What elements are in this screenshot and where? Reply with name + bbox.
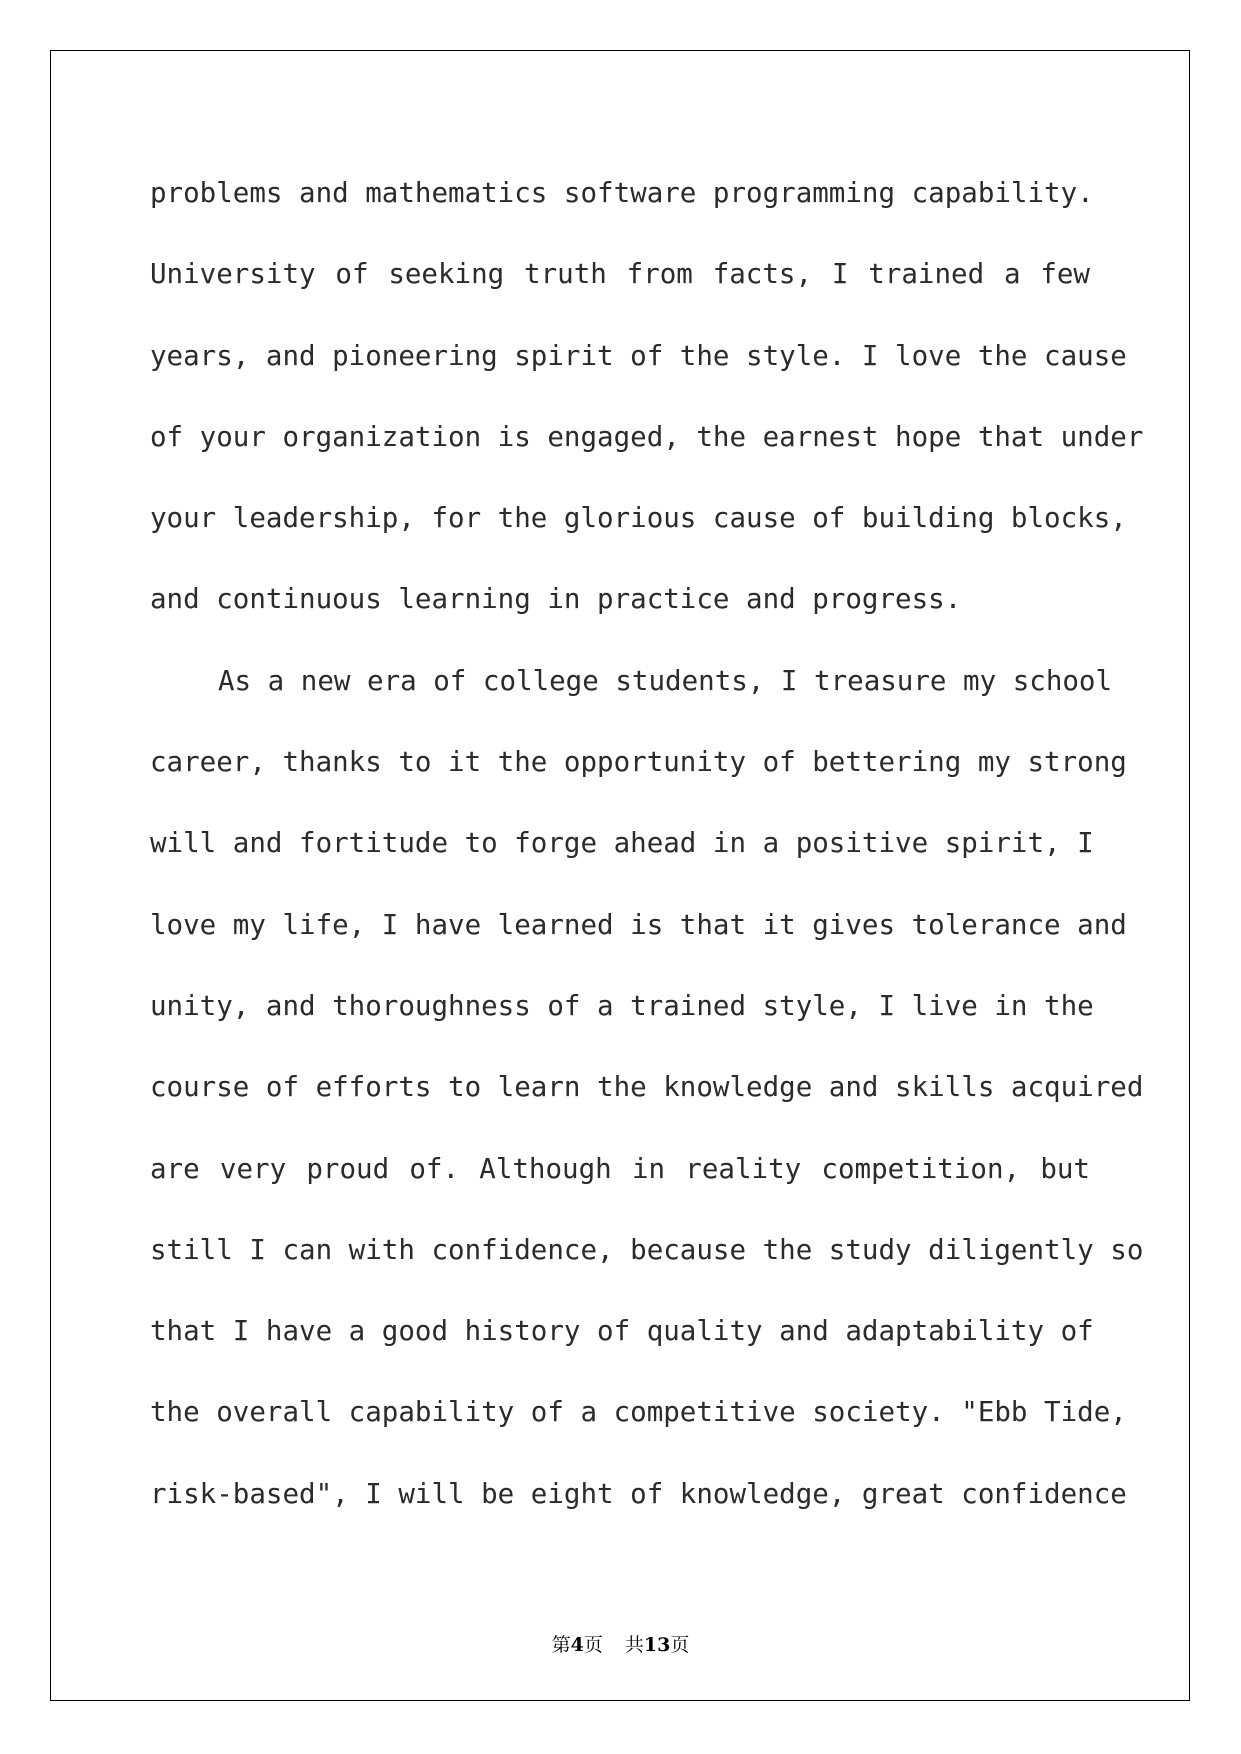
- text-line: still I can with confidence, because the study diligently so: [150, 1233, 1144, 1266]
- text-line: University of seeking truth from facts, I trained a few: [150, 258, 1090, 291]
- text-line: are very proud of. Although in reality competition, but: [150, 1152, 1090, 1185]
- text-line: unity, and thoroughness of a trained style, I live in the: [150, 989, 1094, 1022]
- text-line: course of efforts to learn the knowledge and skills acquired: [150, 1071, 1144, 1104]
- page-footer: [0, 1630, 1241, 1657]
- page-total: 共13页: [624, 1634, 690, 1656]
- document-body: [150, 153, 1144, 1535]
- text-line: will and fortitude to forge ahead in a positive spirit, I: [150, 827, 1094, 860]
- text-line: love my life, I have learned is that it gives tolerance and: [150, 908, 1127, 941]
- text-line: problems and mathematics software programming capability.: [150, 177, 1094, 209]
- text-line: career, thanks to it the opportunity of bettering my strong: [150, 746, 1127, 779]
- text-line: risk-based", I will be eight of knowledge, great confidence: [150, 1477, 1127, 1510]
- text-line: that I have a good history of quality and adaptability of: [150, 1315, 1094, 1348]
- text-line: and continuous learning in practice and progress.: [150, 583, 962, 616]
- text-line: of your organization is engaged, the earnest hope that under: [150, 420, 1144, 453]
- text-line: the overall capability of a competitive society. "Ebb Tide,: [150, 1396, 1127, 1429]
- text-line: your leadership, for the glorious cause of building blocks,: [150, 502, 1127, 535]
- page-number: 第4页: [551, 1634, 603, 1656]
- paragraph-first-line: As a new era of college students, I treasure my school: [218, 664, 1113, 697]
- text-line: years, and pioneering spirit of the style. I love the cause: [150, 339, 1127, 372]
